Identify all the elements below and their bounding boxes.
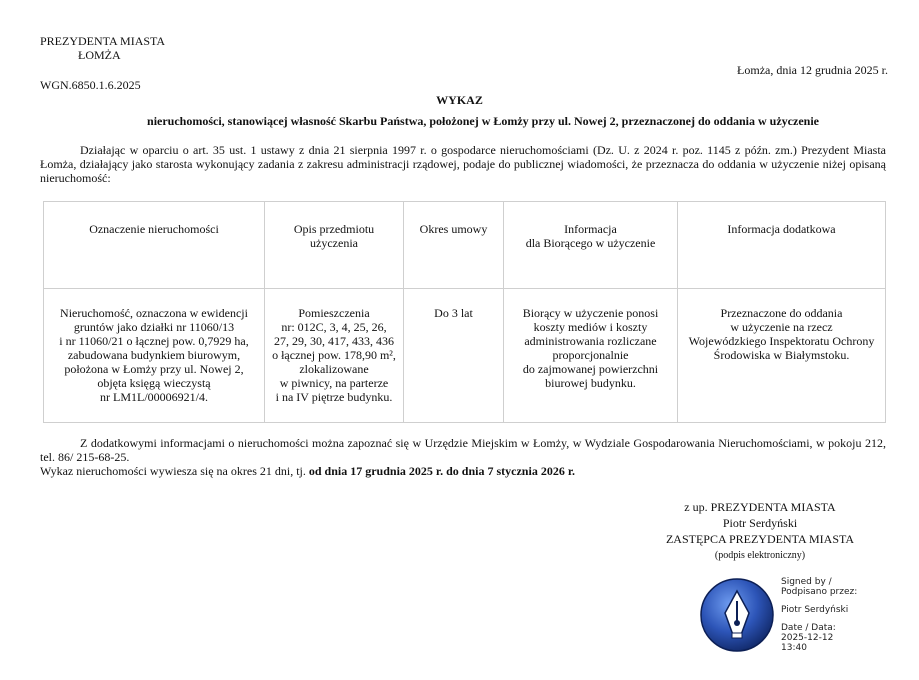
electronic-signature-stamp — [699, 577, 859, 655]
reference-number: WGN.6850.1.6.2025 — [40, 78, 141, 92]
signature-note: (podpis elektroniczny) — [714, 550, 806, 561]
posting-period-paragraph: Wykaz nieruchomości wywiesza się na okres 21 dni, tj. od dnia 17 grudnia 2025 r. do dnia 7 stycznia 2026 r. — [40, 464, 576, 478]
borrower-info-cell: Biorący w użyczenie ponosi koszty mediów i koszty administrowania rozliczane proporcjonalnie do zajmowanej powierzchni biurowej budynku. — [504, 289, 678, 423]
table-row — [44, 289, 886, 423]
issuer-title: PREZYDENTA MIASTA — [40, 34, 166, 48]
property-table — [43, 201, 886, 423]
e-signature-details: Signed by / Podpisano przez: Piotr Serdyński Date / Data: 2025-12-12 13:40 — [781, 577, 858, 653]
contact-info-paragraph: Z dodatkowymi informacjami o nieruchomości można zapoznać się w Urzędzie Miejskim w Łomży, w Wydziale Gospodarowania Nieruchomościami, w pokoju 212, tel. 86/ 215-68-25. — [40, 436, 886, 464]
issuer-city: ŁOMŻA — [78, 48, 121, 62]
contract-period-cell: Do 3 lat — [404, 289, 504, 423]
signature-authority: z up. PREZYDENTA MIASTA — [684, 500, 836, 514]
property-designation-cell: Nieruchomość, oznaczona w ewidencji gruntów jako działki nr 11060/13 i nr 11060/21 o łącznej pow. 0,7929 ha, zabudowana budynkiem biurowym, położona w Łomży przy ul. Nowej 2, objęta księgą wieczystą nr LM1L/00006921/4. — [44, 289, 265, 423]
signer-name: Piotr Serdyński — [722, 516, 798, 530]
signer-role: ZASTĘPCA PREZYDENTA MIASTA — [665, 532, 855, 546]
header-cell: Informacja dla Biorącego w użyczenie — [504, 202, 678, 289]
header-cell: Okres umowy — [404, 202, 504, 289]
lending-description-cell: Pomieszczenia nr: 012C, 3, 4, 25, 26, 27, 29, 30, 417, 433, 436 o łącznej pow. 178,90 m², zlokalizowane w piwnicy, na parterze i na IV piętrze budynku. — [265, 289, 404, 423]
pen-nib-seal-icon — [699, 577, 775, 653]
place-date: Łomża, dnia 12 grudnia 2025 r. — [737, 63, 888, 77]
e-signer-name: Piotr Serdyński — [781, 605, 849, 615]
header-cell: Opis przedmiotu użyczenia — [265, 202, 404, 289]
posting-period-dates: od dnia 17 grudnia 2025 r. do dnia 7 stycznia 2026 r. — [308, 464, 576, 478]
header-cell: Oznaczenie nieruchomości — [44, 202, 265, 289]
e-signature-date: 2025-12-12 — [781, 633, 834, 643]
issuer-block — [40, 34, 165, 62]
additional-info-cell: Przeznaczone do oddania w użyczenie na rzecz Wojewódzkiego Inspektoratu Ochrony Środowiska w Białymstoku. — [678, 289, 886, 423]
header-cell: Informacja dodatkowa — [678, 202, 886, 289]
document-subtitle: nieruchomości, stanowiącej własność Skarbu Państwa, położonej w Łomży przy ul. Nowej 2, przeznaczonej do oddania w użyczenie — [147, 114, 819, 128]
intro-paragraph: Działając w oparciu o art. 35 ust. 1 ustawy z dnia 21 sierpnia 1997 r. o gospodarce nieruchomościami (Dz. U. z 2024 r. poz. 1145 z późn. zm.) Prezydent Miasta Łomża, działający jako starosta wykonujący zadania z zakresu administracji rządowej, podaje do publicznej wiadomości, że przeznacza do oddania w użyczenie niżej opisaną nieruchomość: — [40, 143, 886, 185]
table-header-row — [44, 202, 886, 289]
document-title: WYKAZ — [436, 93, 483, 107]
e-signature-time: 13:40 — [781, 643, 807, 653]
signature-block — [640, 499, 880, 565]
